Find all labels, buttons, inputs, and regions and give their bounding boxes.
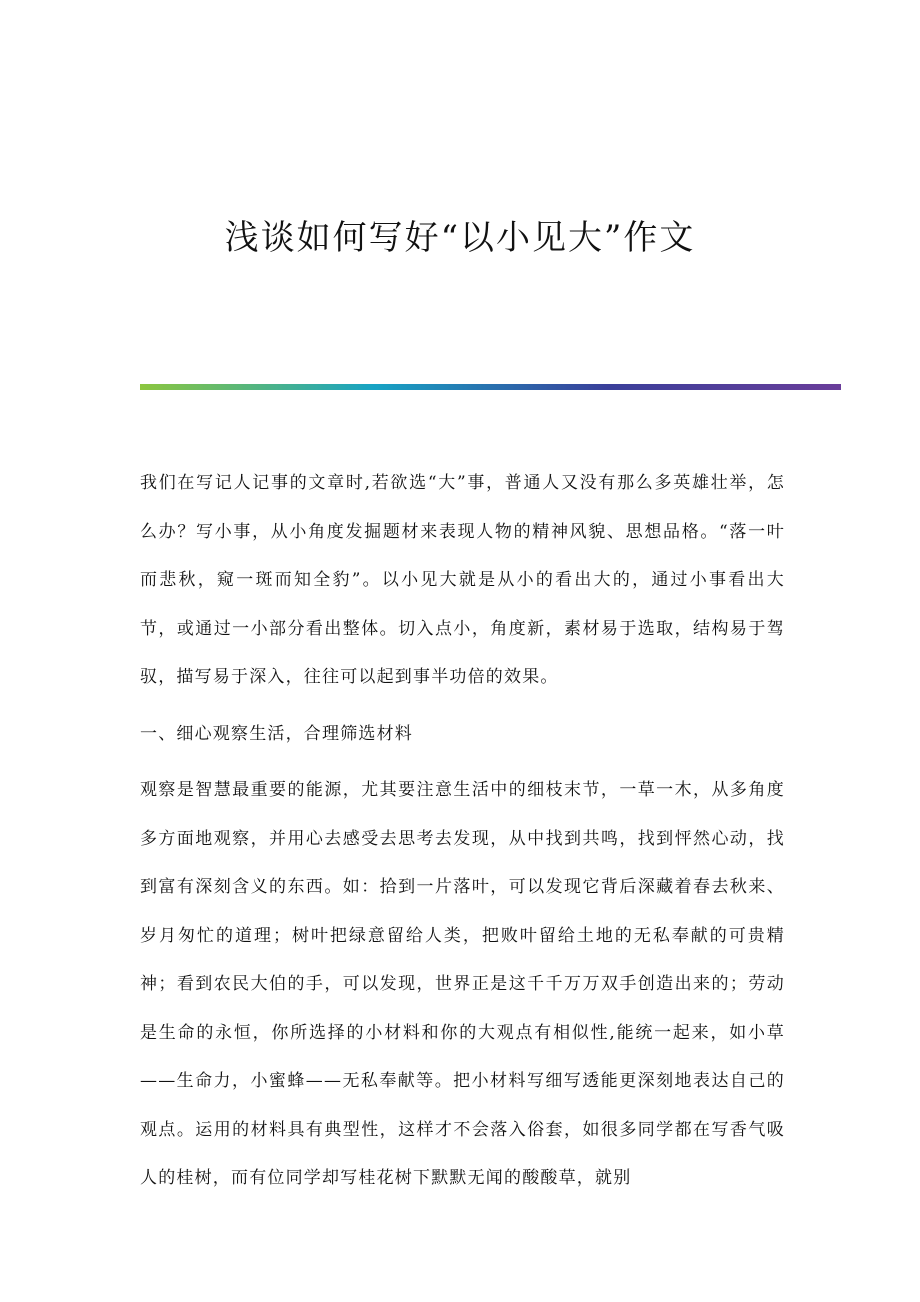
section-heading: 一、细心观察生活，合理筛选材料 (140, 723, 413, 744)
document-body (140, 459, 785, 1211)
title-divider (140, 384, 841, 390)
intro-paragraph: 我们在写记人记事的文章时,若欲选“大”事，普通人又没有那么多英雄壮举，怎么办？写小事，从小角度发掘题材来表现人物的精神风貌、思想品格。“落一叶而悲秋，窥一斑而知全豹”。以小见大就是从小的看出大的，通过小事看出大节，或通过一小部分看出整体。切入点小，角度新，素材易于选取，结构易于驾驭，描写易于深入，往往可以起到事半功倍的效果。 (140, 473, 785, 687)
body-paragraph: 观察是智慧最重要的能源，尤其要注意生活中的细枝末节，一草一木，从多角度多方面地观察，并用心去感受去思考去发现，从中找到共鸣，找到怦然心动，找到富有深刻含义的东西。如：拾到一片落叶，可以发现它背后深藏着春去秋来、岁月匆忙的道理；树叶把绿意留给人类，把败叶留给土地的无私奉献的可贵精神；看到农民大伯的手，可以发现，世界正是这千千万万双手创造出来的；劳动是生命的永恒，你所选择的小材料和你的大观点有相似性,能统一起来，如小草——生命力，小蜜蜂——无私奉献等。把小材料写细写透能更深刻地表达自己的观点。运用的材料具有典型性，这样才不会落入俗套，如很多同学都在写香气吸人的桂树，而有位同学却写桂花树下默默无闻的酸酸草，就别 (140, 780, 785, 1188)
document-title: 浅谈如何写好“以小见大”作文 (224, 218, 696, 258)
